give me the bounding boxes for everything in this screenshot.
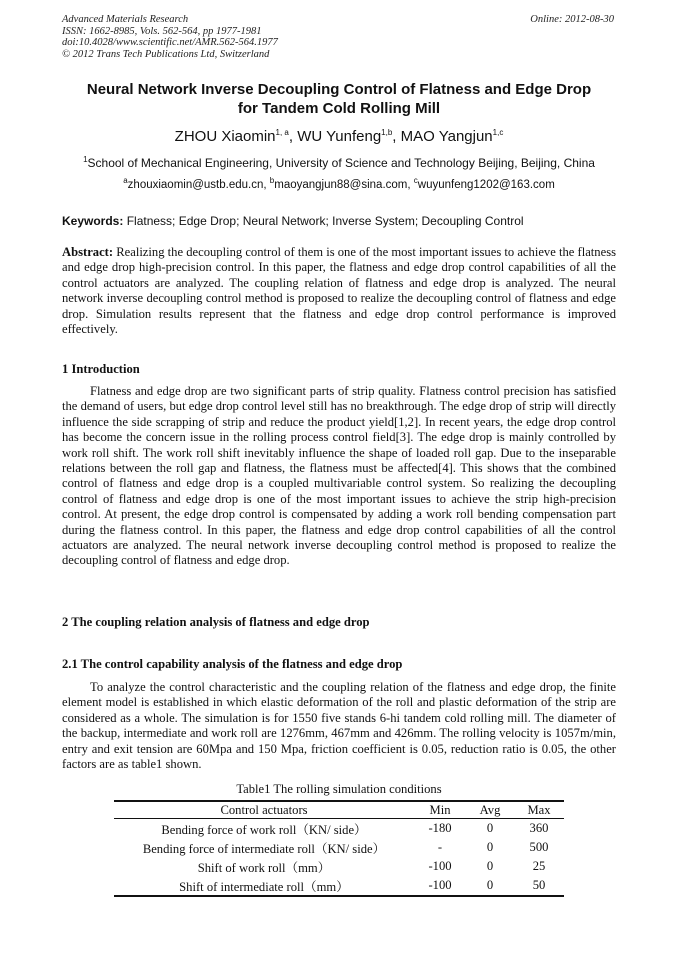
issn-line: ISSN: 1662-8985, Vols. 562-564, pp 1977-1981 bbox=[62, 25, 262, 37]
section-1-body: Flatness and edge drop are two significant parts of strip quality. Flatness control precision has satisfied the demand of users, but edge drop control level still has no breakthrough. The edge drop of strip will directly influence the side scrapping of strip and reduce the product yield[1,2]. In recent years, the edge drop control has become the concern issue in the rolling process control field[3]. The edge drop is mainly controlled by work roll shift. The work roll shift inevitably influence the shape of loaded roll gap. Due to the inseparable relations between the roll gap and flatness, the flatness must be affected[4]. This shows that the combined control of flatness and edge drop is a coupled multivariable control system. So realizing the decoupling control of flatness and edge drop is one of the most important issues to achieve the strip high-precision control. At present, the edge drop control is compensated by adding a work roll bending compensation part during the flatness control. In this paper, the flatness and edge drop control capabilities of all the control actuators are analyzed. The neural network inverse decoupling control method is proposed to realize the decoupling control of flatness and edge drop. bbox=[62, 384, 616, 568]
affiliation-mark: 1 bbox=[83, 155, 88, 164]
keywords-label: Keywords: bbox=[62, 214, 124, 228]
affiliation bbox=[40, 156, 638, 170]
journal-name: Advanced Materials Research bbox=[62, 14, 189, 25]
table-cell: 0 bbox=[486, 821, 494, 835]
table-cell: Shift of intermediate roll（mm） bbox=[114, 876, 414, 896]
table-caption: Table1 The rolling simulation conditions bbox=[236, 782, 442, 796]
affiliation-text: School of Mechanical Engineering, University of Science and Technology Beijing, Beijing, China bbox=[87, 156, 595, 170]
online-date: Online: 2012-08-30 bbox=[530, 14, 614, 25]
abstract bbox=[62, 245, 616, 337]
email-mark: c bbox=[413, 176, 418, 186]
email-mark: a bbox=[123, 176, 128, 186]
copyright-line: © 2012 Trans Tech Publications Ltd, Switzerland bbox=[62, 48, 270, 60]
table-cell: - bbox=[437, 840, 443, 854]
author-affil: 1,c bbox=[492, 128, 504, 137]
section-1-heading: 1 Introduction bbox=[62, 362, 140, 376]
title-line-1: Neural Network Inverse Decoupling Control of Flatness and Edge Drop bbox=[86, 81, 592, 98]
doi-line: doi:10.4028/www.scientific.net/AMR.562-564.1977 bbox=[62, 37, 278, 48]
table-cell: Bending force of intermediate roll（KN/ side） bbox=[142, 842, 386, 856]
author-name: MAO Yangjun bbox=[400, 128, 493, 145]
table-row bbox=[114, 876, 564, 896]
author-affil: 1,b bbox=[381, 128, 393, 137]
column-header: Max bbox=[514, 801, 564, 819]
table-row bbox=[114, 838, 564, 857]
column-header: Min bbox=[414, 801, 466, 819]
email-address[interactable]: maoyangjun88@sina.com, bbox=[274, 179, 411, 191]
table-row bbox=[114, 857, 564, 876]
journal-header bbox=[62, 14, 278, 60]
table-cell: 0 bbox=[486, 840, 494, 854]
table-cell: 50 bbox=[514, 876, 564, 896]
column-header: Avg bbox=[466, 801, 514, 819]
section-2-heading: 2 The coupling relation analysis of flatness and edge drop bbox=[62, 615, 370, 629]
simulation-conditions-table bbox=[114, 800, 564, 897]
table-cell: -180 bbox=[428, 821, 452, 835]
author-affil: 1, a bbox=[275, 128, 289, 137]
table-cell: -100 bbox=[428, 859, 452, 873]
table-cell: 0 bbox=[486, 859, 494, 873]
author-name: ZHOU Xiaomin bbox=[174, 128, 276, 145]
table-cell: 360 bbox=[529, 821, 549, 835]
table-cell: 500 bbox=[529, 840, 549, 854]
email-mark: b bbox=[269, 176, 275, 186]
email-address[interactable]: zhouxiaomin@ustb.edu.cn, bbox=[127, 179, 267, 191]
email-list bbox=[40, 176, 638, 191]
table-cell: 25 bbox=[532, 859, 546, 873]
column-header: Control actuators bbox=[114, 801, 414, 819]
abstract-label: Abstract: bbox=[62, 245, 114, 259]
email-address[interactable]: wuyunfeng1202@163.com bbox=[417, 179, 555, 191]
table-cell: 0 bbox=[466, 876, 514, 896]
keywords-text: Flatness; Edge Drop; Neural Network; Inverse System; Decoupling Control bbox=[126, 214, 524, 228]
table-cell: Shift of work roll（mm） bbox=[197, 861, 331, 875]
section-2-1-body: To analyze the control characteristic and the coupling relation of the flatness and edge drop, the finite element model is established in which elastic deformation of the roll and plastic deformation of the strip are considered as a whole. The simulation is for 1550 five stands 6-hi tandem cold rolling mill. The diameter of the backup, intermediate and work roll are 1276mm, 467mm and 426mm. The rolling velocity is 1057m/min, entry and exit tension are 60Mpa and 150 Mpa, friction coefficient is 0.05, reduction ratio is 0.05, the other factors are as table1 shown. bbox=[62, 680, 616, 772]
table-cell: -100 bbox=[414, 876, 466, 896]
author-name: WU Yunfeng bbox=[297, 128, 382, 145]
section-2-1-heading: 2.1 The control capability analysis of the flatness and edge drop bbox=[62, 657, 403, 671]
abstract-text: Realizing the decoupling control of them is one of the most important issues to achieve the flatness and edge drop high-precision control. In this paper, the flatness and edge drop control capabilities of all the control actuators are analyzed. The coupling relation of flatness and edge drop is analyzed. The neural network inverse decoupling control method is proposed to realize the decoupling control of flatness and edge drop. Simulation results represent that the flatness and edge drop control performance is improved effectively. bbox=[62, 245, 616, 337]
title-line-2: for Tandem Cold Rolling Mill bbox=[237, 100, 441, 117]
author-list: ZHOU Xiaomin$^{1, a}$, WU Yunfeng$^{1,b}$, MAO Yangjun$^{1,c}$ bbox=[174, 128, 504, 145]
paper-title bbox=[40, 80, 638, 118]
table-cell: Bending force of work roll（KN/ side） bbox=[161, 823, 367, 837]
table-row bbox=[114, 819, 564, 839]
keywords bbox=[62, 214, 618, 228]
table-header-row bbox=[114, 801, 564, 819]
